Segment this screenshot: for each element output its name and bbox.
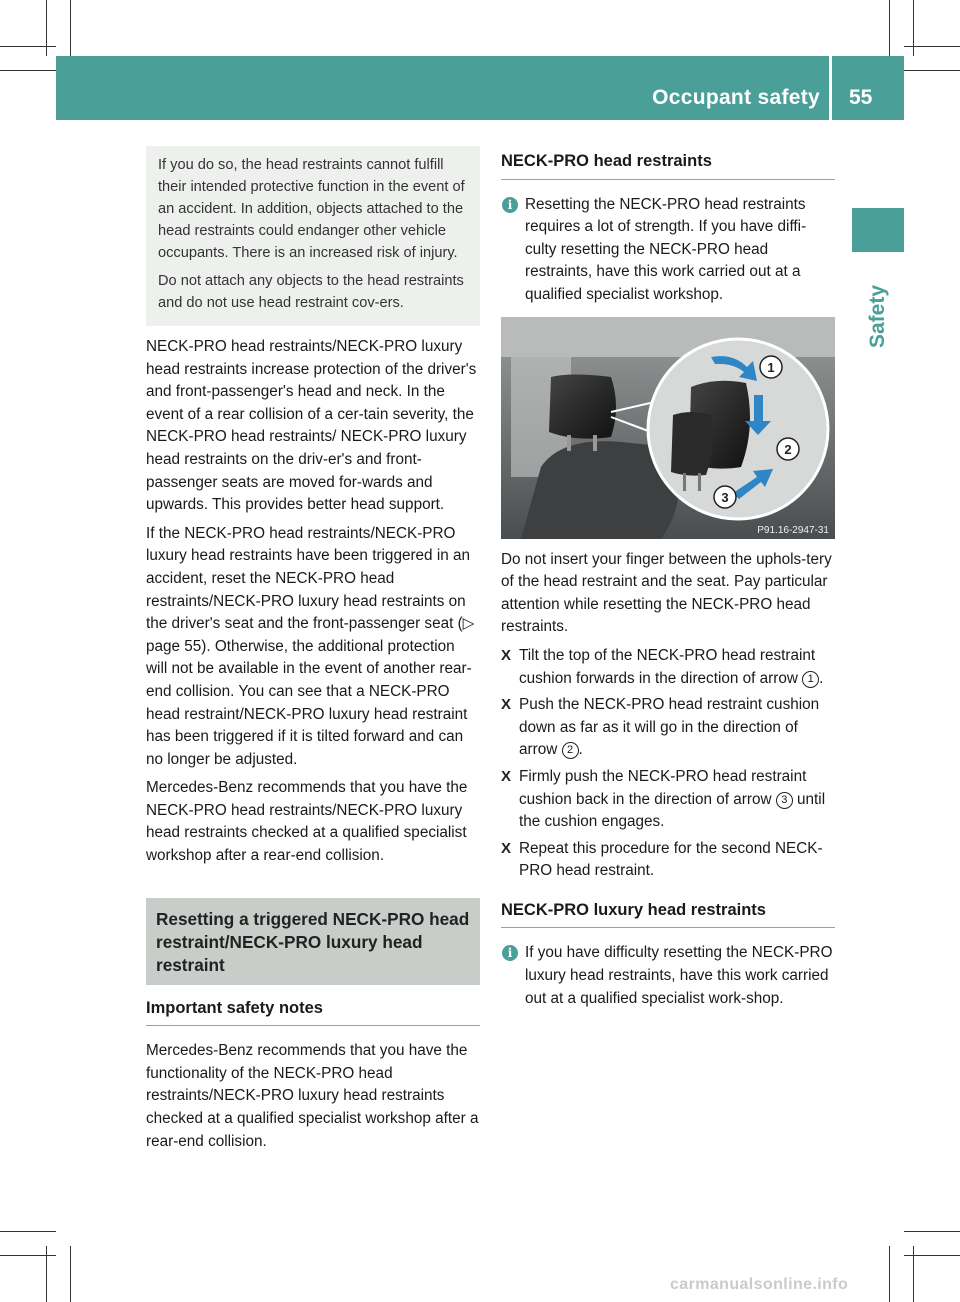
figure-illustration <box>501 317 835 539</box>
step-end: . <box>578 741 583 759</box>
figure-label-2: 2 <box>784 441 792 457</box>
crop-mark <box>46 0 47 56</box>
warning-box <box>146 146 480 326</box>
instruction-step <box>501 645 835 690</box>
subheading: NECK-PRO luxury head restraints <box>501 899 835 929</box>
step-marker-icon: X <box>501 646 512 664</box>
crop-mark <box>904 1231 960 1232</box>
step-text: Tilt the top of the NECK-PRO head restraint cushion forwards in the direction of arrow <box>519 646 816 687</box>
step-marker-icon: X <box>501 767 512 785</box>
body-paragraph: Mercedes-Benz recommends that you have the functionality of the NECK-PRO head restraints/NECK-PRO luxury head restraints checked at a qualified specialist workshop after a rear-end collision. <box>146 1042 479 1150</box>
crop-mark <box>0 46 56 47</box>
head-restraint-figure <box>501 317 835 539</box>
page-number: 55 <box>849 86 873 109</box>
step-text: Push the NECK-PRO head restraint cushion down as far as it will go in the direction of arrow <box>519 696 820 759</box>
step-marker-icon: X <box>501 839 512 857</box>
left-column <box>146 146 480 1159</box>
warning-text: If you do so, the head restraints cannot fulfill their intended protective function in the event of an accident. In addition, objects attached to the head restraints could endanger other vehicle occupants. There is an increased risk of injury. <box>158 157 465 261</box>
crop-mark <box>904 1255 960 1256</box>
section-title: Resetting a triggered NECK-PRO head restraint/NECK-PRO luxury head restraint <box>146 898 480 985</box>
arrow-ref-icon: 3 <box>776 792 793 809</box>
header-separator <box>829 56 832 120</box>
crop-mark <box>913 0 914 56</box>
instruction-step <box>501 766 835 834</box>
info-note <box>501 942 835 1010</box>
crop-mark <box>904 70 960 71</box>
crop-mark <box>0 1255 56 1256</box>
info-icon: i <box>502 945 518 961</box>
step-text: Repeat this procedure for the second NECK-PRO head restraint. <box>519 839 823 880</box>
crop-mark <box>0 70 56 71</box>
step-end: . <box>819 669 824 687</box>
info-note <box>501 194 835 307</box>
arrow-ref-icon: 1 <box>802 671 819 688</box>
step-marker-icon: X <box>501 696 512 714</box>
right-column <box>501 150 835 1020</box>
crop-mark <box>889 1246 890 1302</box>
instruction-step <box>501 838 835 883</box>
subheading: Important safety notes <box>146 997 480 1027</box>
side-tab <box>852 208 904 350</box>
note-text: Resetting the NECK-PRO head restraints requires a lot of strength. If you have diffi-culty resetting the NECK-PRO head restraints, have this work carried out at a qualified specialist workshop. <box>525 195 807 303</box>
figure-label-1: 1 <box>767 359 775 375</box>
crop-mark <box>70 1246 71 1302</box>
chapter-title: Occupant safety <box>652 86 820 109</box>
side-tab-marker <box>852 208 904 252</box>
arrow-ref-icon: 2 <box>562 742 579 759</box>
info-icon: i <box>502 197 518 213</box>
instruction-step <box>501 694 835 762</box>
crop-mark <box>904 46 960 47</box>
figure-label-3: 3 <box>721 489 729 505</box>
crop-mark <box>0 1231 56 1232</box>
body-paragraph: Do not insert your finger between the uphols-tery of the head restraint and the seat. Pay particular attention while resetting the NECK-PRO head restraints. <box>501 550 832 636</box>
body-paragraph: NECK-PRO head restraints/NECK-PRO luxury head restraints increase protection of the driver's and front-passenger's head and neck. In the event of a rear collision of a cer-tain severity, the NECK-PRO head restraints/ NECK-PRO luxury head restraints on the driv-er's and front-passenger seats are moved for-wards and upwards. This provides better head support. <box>146 338 477 514</box>
note-text: If you have difficulty resetting the NECK-PRO luxury head restraints, have this work carried out at a qualified specialist work-shop. <box>525 944 833 1007</box>
subheading: NECK-PRO head restraints <box>501 150 835 180</box>
crop-mark <box>889 0 890 56</box>
body-paragraph: If the NECK-PRO head restraints/NECK-PRO luxury head restraints have been triggered in an accident, reset the NECK-PRO head restraints/NECK-PRO luxury head restraints on the driver's seat and the front-passenger seat (▷ page 55). Otherwise, the additional protection will not be available in the event of another rear-end collision. You can see that a NECK-PRO head restraint/NECK-PRO luxury head restraint has been triggered if it is tilted forward and can no longer be adjusted. <box>146 524 475 768</box>
warning-text: Do not attach any objects to the head restraints and do not use head restraint cov-ers. <box>158 273 464 311</box>
watermark: carmanualsonline.info <box>670 1276 849 1293</box>
side-tab-label: Safety <box>866 284 889 348</box>
step-text: Firmly push the NECK-PRO head restraint cushion back in the direction of arrow <box>519 767 807 808</box>
crop-mark <box>70 0 71 56</box>
step-end: until the cushion engages. <box>519 790 826 831</box>
figure-code: P91.16-2947-31 <box>757 524 829 536</box>
body-paragraph: Mercedes-Benz recommends that you have the NECK-PRO head restraints/NECK-PRO luxury head restraints checked at a qualified specialist workshop after a rear-end collision. <box>146 779 468 865</box>
